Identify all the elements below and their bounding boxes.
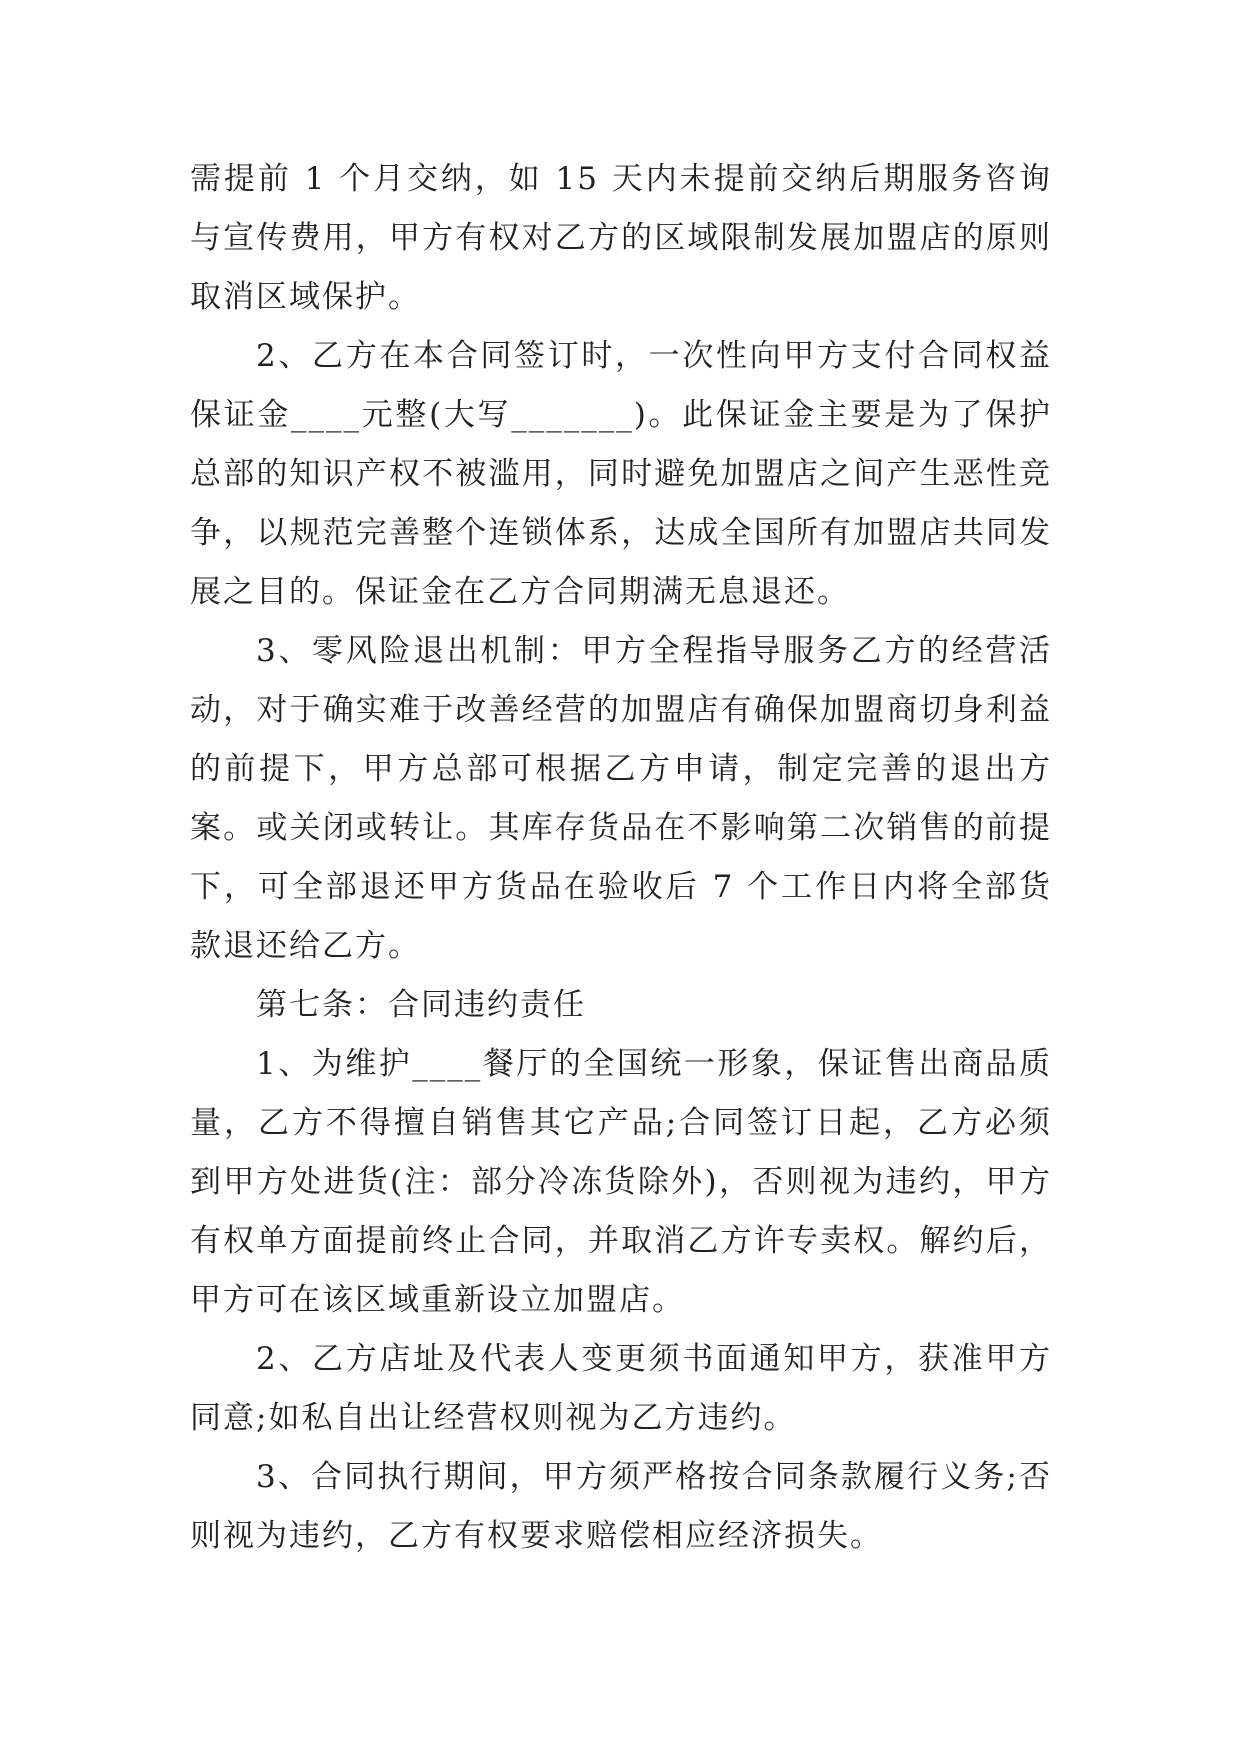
section-heading-article-7: 第七条：合同违约责任	[256, 987, 586, 1023]
paragraph-clause-7-1: 1、为维护____餐厅的全国统一形象，保证售出商品质量，乙方不得擅自销售其它产品;合同签订日起，乙方必须到甲方处进货(注：部分冷冻货除外)，否则视为违约，甲方有权单方面提前终止合同，并取消乙方许专卖权。解约后，甲方可在该区域重新设立加盟店。	[190, 1046, 1052, 1318]
paragraph-clause-6-2: 2、乙方在本合同签订时，一次性向甲方支付合同权益保证金____元整(大写_______)。此保证金主要是为了保护总部的知识产权不被滥用，同时避免加盟店之间产生恶性竞争，以规范完善整个连锁体系，达成全国所有加盟店共同发展之目的。保证金在乙方合同期满无息退还。	[190, 338, 1052, 610]
paragraph-clause-7-2: 2、乙方店址及代表人变更须书面通知甲方，获准甲方同意;如私自出让经营权则视为乙方违约。	[190, 1341, 1052, 1436]
document-body	[190, 150, 1052, 1566]
paragraph-continuation: 需提前 1 个月交纳，如 15 天内未提前交纳后期服务咨询与宣传费用，甲方有权对乙方的区域限制发展加盟店的原则取消区域保护。	[190, 161, 1052, 315]
paragraph-clause-7-3: 3、合同执行期间，甲方须严格按合同条款履行义务;否则视为违约，乙方有权要求赔偿相应经济损失。	[190, 1459, 1052, 1554]
paragraph-clause-6-3: 3、零风险退出机制：甲方全程指导服务乙方的经营活动，对于确实难于改善经营的加盟店有确保加盟商切身利益的前提下，甲方总部可根据乙方申请，制定完善的退出方案。或关闭或转让。其库存货品在不影响第二次销售的前提下，可全部退还甲方货品在验收后 7 个工作日内将全部货款退还给乙方。	[190, 633, 1052, 964]
